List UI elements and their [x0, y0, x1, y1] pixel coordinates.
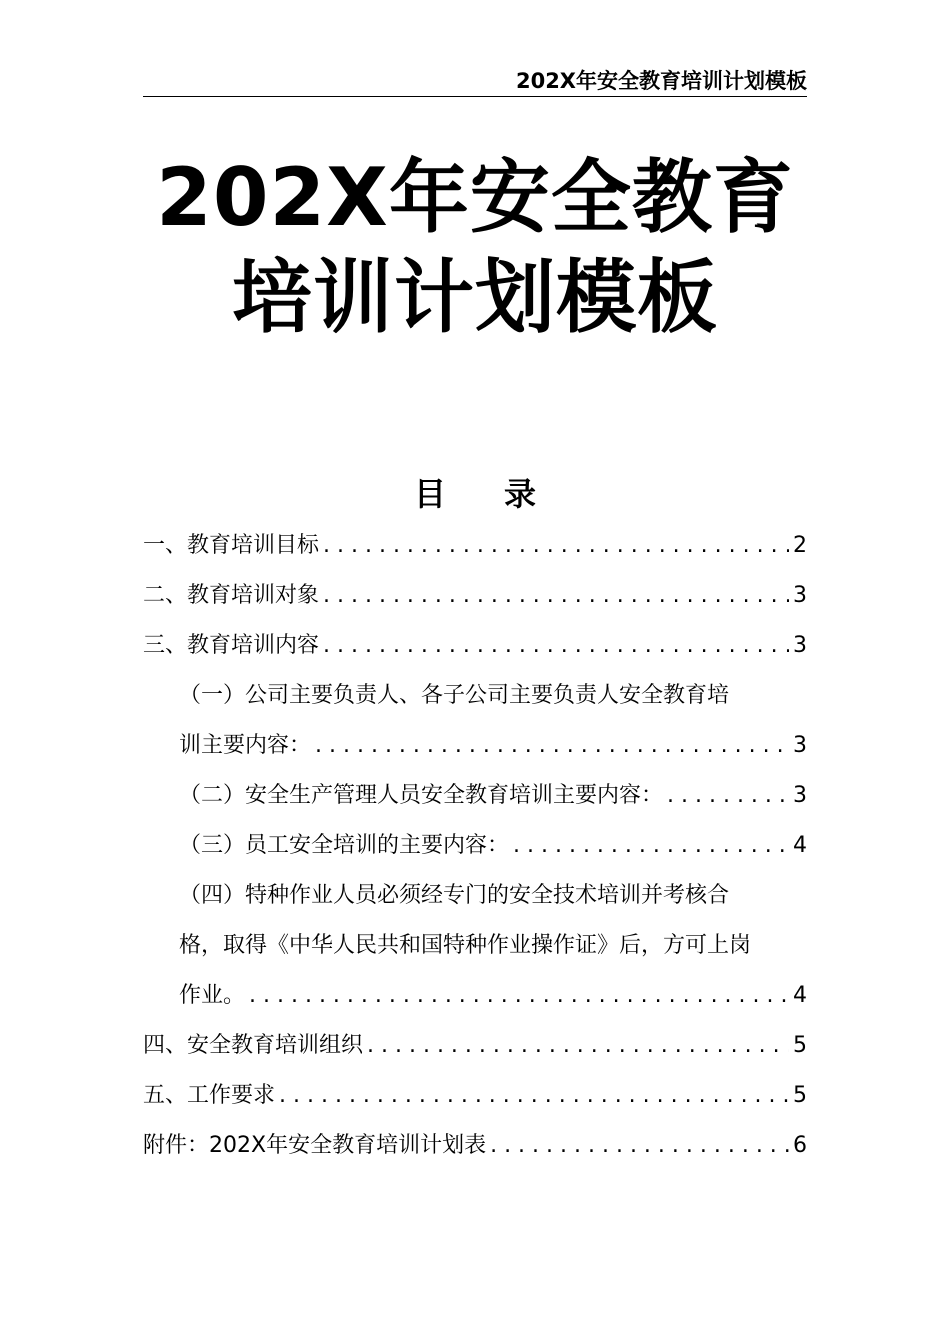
running-header-title: 202X年安全教育培训计划模板 [515, 69, 807, 93]
toc-entry[interactable] [143, 1121, 807, 1171]
toc-entry-page: 5 [793, 1083, 807, 1108]
toc-entry[interactable] [143, 1071, 807, 1121]
toc-subentry-continued[interactable] [143, 721, 807, 771]
toc-subentry-continued[interactable] [143, 971, 807, 1021]
toc-leader-dots [249, 971, 789, 1021]
toc-entry-text: 附件：202X年安全教育培训计划表 [143, 1133, 487, 1158]
table-of-contents [143, 521, 807, 1171]
document-title-line-1: 202X年安全教育 [156, 151, 794, 244]
toc-leader-dots [490, 1121, 789, 1171]
toc-entry-text: 四、安全教育培训组织 [143, 1033, 364, 1058]
toc-subentry[interactable] [143, 671, 807, 721]
toc-entry-page: 3 [793, 583, 807, 608]
toc-leader-dots [279, 1071, 789, 1121]
toc-entry-page: 3 [793, 633, 807, 658]
toc-entry-text: 格，取得《中华人民共和国特种作业操作证》后，方可上岗 [179, 933, 752, 958]
toc-subentry-continued[interactable] [143, 921, 807, 971]
toc-leader-dots [315, 721, 789, 771]
toc-entry-text: （二）安全生产管理人员安全教育培训主要内容： [179, 783, 664, 808]
toc-entry-page: 3 [793, 733, 807, 758]
toc-entry-text: 三、教育培训内容 [143, 633, 320, 658]
document-title-line-2: 培训计划模板 [232, 251, 718, 344]
toc-heading-char-2: 录 [504, 475, 537, 513]
toc-entry-text: 一、教育培训目标 [143, 533, 320, 558]
toc-entry-page: 6 [793, 1133, 807, 1158]
toc-subentry[interactable] [143, 771, 807, 821]
toc-entry[interactable] [143, 521, 807, 571]
toc-entry[interactable] [143, 571, 807, 621]
running-header [143, 66, 807, 97]
toc-entry-text: （一）公司主要负责人、各子公司主要负责人安全教育培 [179, 683, 730, 708]
toc-subentry[interactable] [143, 871, 807, 921]
toc-entry[interactable] [143, 621, 807, 671]
toc-entry-page: 4 [793, 833, 807, 858]
toc-heading [143, 472, 807, 516]
document-title [110, 148, 840, 348]
toc-subentry[interactable] [143, 821, 807, 871]
toc-entry-page: 2 [793, 533, 807, 558]
toc-entry-page: 3 [793, 783, 807, 808]
toc-entry[interactable] [143, 1021, 807, 1071]
toc-entry-text: （四）特种作业人员必须经专门的安全技术培训并考核合 [179, 883, 730, 908]
toc-entry-text: （三）员工安全培训的主要内容： [179, 833, 510, 858]
toc-entry-page: 4 [793, 983, 807, 1008]
toc-entry-text: 作业。 [179, 983, 246, 1008]
toc-entry-text: 五、工作要求 [143, 1083, 276, 1108]
toc-entry-text: 二、教育培训对象 [143, 583, 320, 608]
toc-leader-dots [323, 621, 789, 671]
toc-leader-dots [367, 1021, 789, 1071]
toc-leader-dots [323, 571, 789, 621]
toc-leader-dots [667, 771, 789, 821]
toc-entry-text: 训主要内容： [179, 733, 312, 758]
toc-entry-page: 5 [793, 1033, 807, 1058]
toc-leader-dots [513, 821, 789, 871]
toc-leader-dots [323, 521, 789, 571]
toc-heading-char-1: 目 [413, 475, 446, 513]
